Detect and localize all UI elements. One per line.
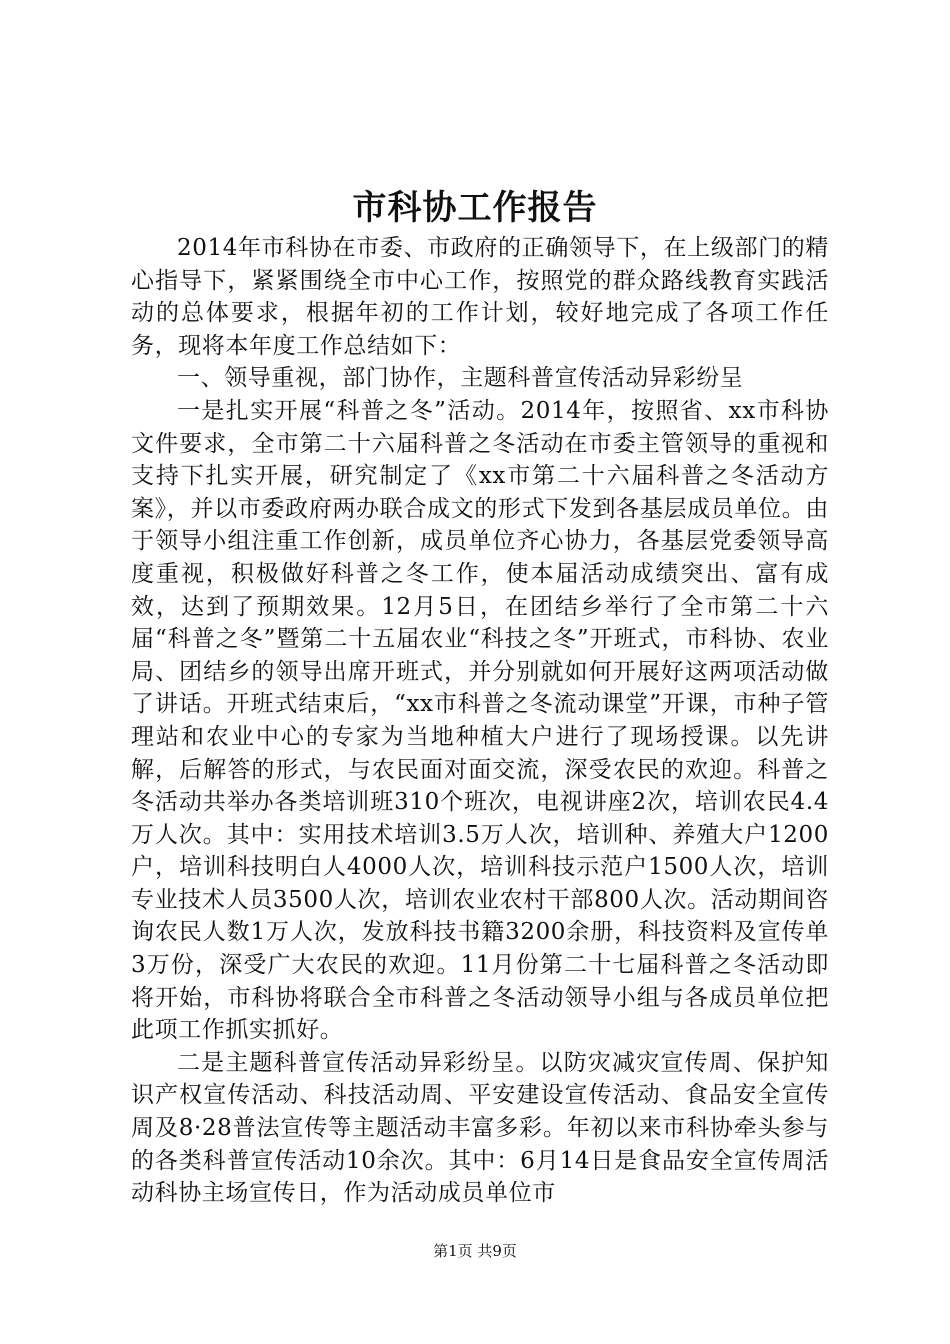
body-paragraph-2: 二是主题科普宣传活动异彩纷呈。以防灾减灾宣传周、保护知识产权宣传活动、科技活动周、平安建设宣传活动、食品安全宣传周及8·28普法宣传等主题活动丰富多彩。年初以来市科协牵头参与的各类科普宣传活动10余次。其中：6月14日是食品安全宣传周活动科协主场宣传日，作为活动成员单位市	[131, 1049, 829, 1207]
document-body	[131, 232, 829, 1210]
document-title: 市科协工作报告	[352, 188, 598, 228]
body-paragraph-1: 一是扎实开展“科普之冬”活动。2014年，按照省、xx市科协文件要求，全市第二十六届科普之冬活动在市委主管领导的重视和支持下扎实开展，研究制定了《xx市第二十六届科普之冬活动方案》，并以市委政府两办联合成文的形式下发到各基层成员单位。由于领导小组注重工作创新，成员单位齐心协力，各基层党委领导高度重视，积极做好科普之冬工作，使本届活动成绩突出、富有成效，达到了预期效果。12月5日，在团结乡举行了全市第二十六届“科普之冬”暨第二十五届农业“科技之冬”开班式，市科协、农业局、团结乡的领导出席开班式，并分别就如何开展好这两项活动做了讲话。开班式结束后，“xx市科普之冬流动课堂”开课，市种子管理站和农业中心的专家为当地种植大户进行了现场授课。以先讲解，后解答的形式，与农民面对面交流，深受农民的欢迎。科普之冬活动共举办各类培训班310个班次，电视讲座2次，培训农民4.4万人次。其中：实用技术培训3.5万人次，培训种、养殖大户1200户，培训科技明白人4000人次，培训科技示范户1500人次，培训专业技术人员3500人次，培训农业农村干部800人次。活动期间咨询农民人数1万人次，发放科技书籍3200余册，科技资料及宣传单3万份，深受广大农民的欢迎。11月份第二十七届科普之冬活动即将开始，市科协将联合全市科普之冬活动领导小组与各成员单位把此项工作抓实抓好。	[131, 397, 829, 1044]
section-heading: 一、领导重视，部门协作，主题科普宣传活动异彩纷呈	[177, 365, 744, 392]
intro-paragraph: 2014年市科协在市委、市政府的正确领导下，在上级部门的精心指导下，紧紧围绕全市中心工作，按照党的群众路线教育实践活动的总体要求，根据年初的工作计划，较好地完成了各项工作任务，现将本年度工作总结如下：	[131, 235, 829, 359]
page-number-footer: 第1页 共9页	[433, 1242, 517, 1260]
